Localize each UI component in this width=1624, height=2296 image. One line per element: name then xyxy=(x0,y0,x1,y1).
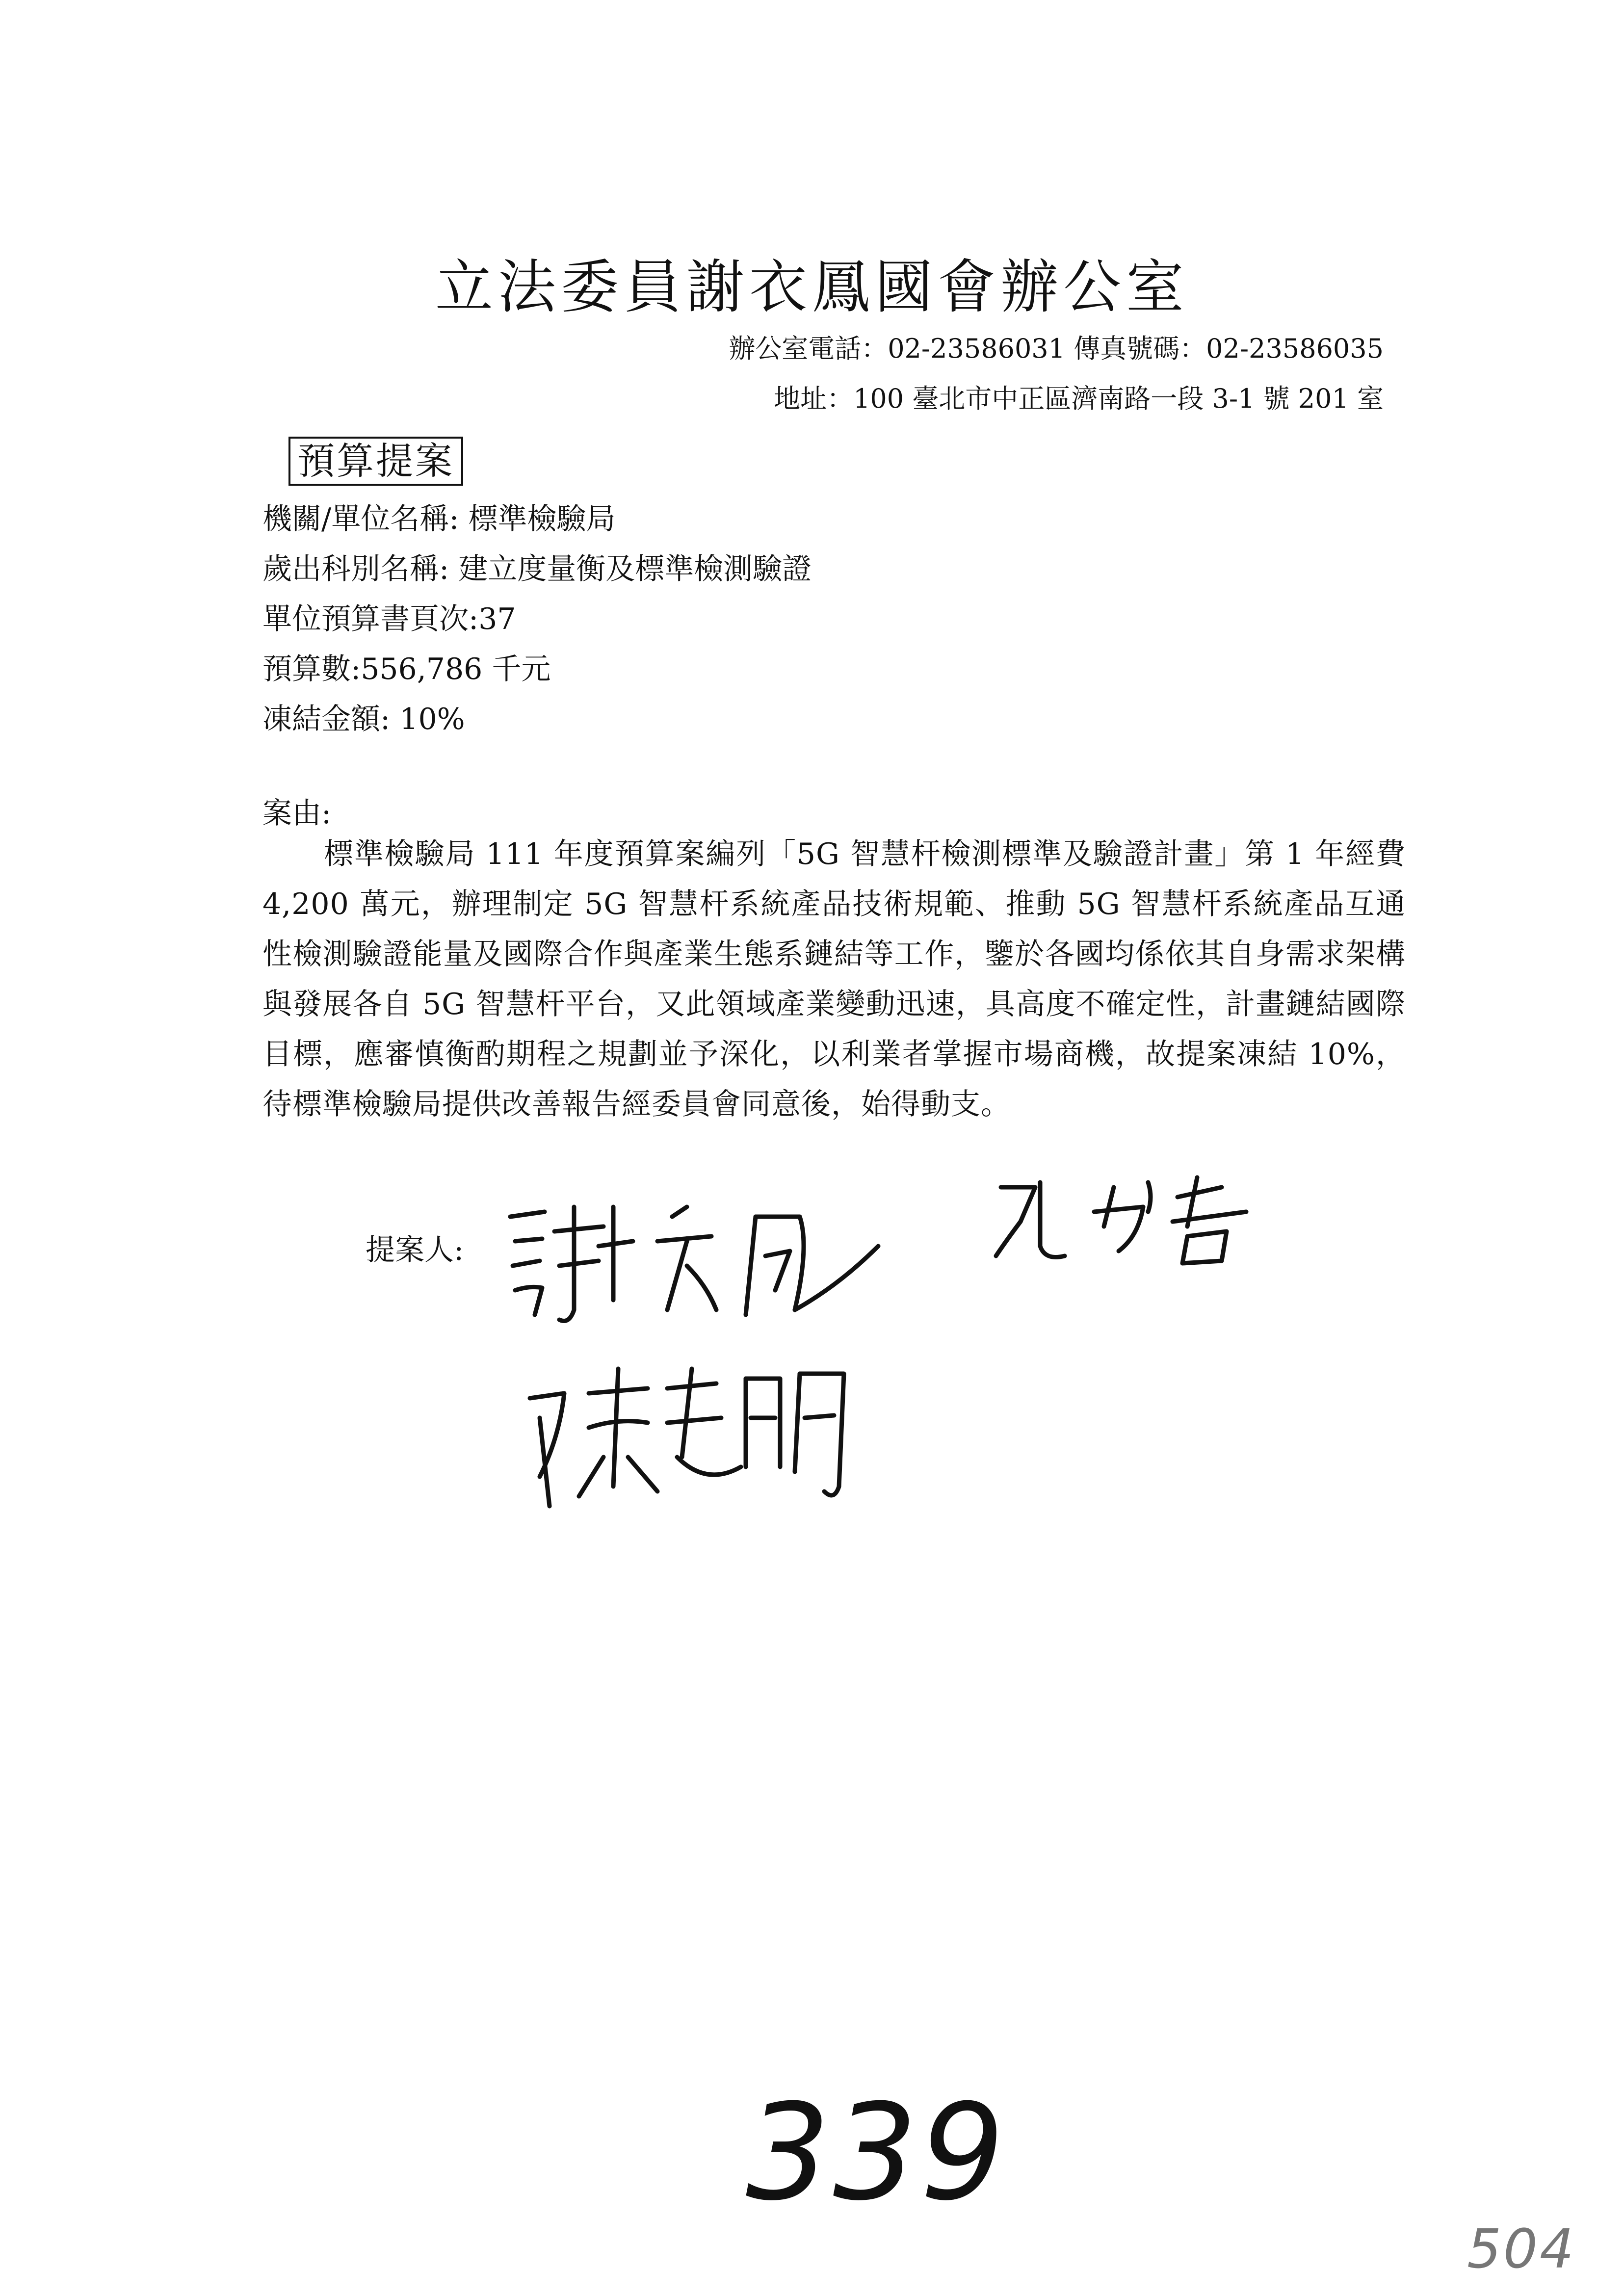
signature-3 xyxy=(520,1359,864,1516)
address-line: 地址：100 臺北市中正區濟南路一段 3-1 號 201 室 xyxy=(774,383,1384,414)
signature-1 xyxy=(500,1187,883,1334)
signature-2 xyxy=(991,1168,1266,1276)
page-reference-field: 單位預算書頁次:37 xyxy=(262,602,516,636)
reason-body: 標準檢驗局 111 年度預算案編列「5G 智慧杆檢測標準及驗證計畫」第 1 年經費 4,200 萬元，辦理制定 5G 智慧杆系統產品技術規範、推動 5G 智慧杆系統產品互通性檢測驗證能量及國際合作與產業生態系鏈結等工作，鑒於各國均係依其自身需求架構與發展各自 5G 智慧杆平台，又此領域產業變動迅速，具高度不確定性，計畫鏈結國際目標，應審慎衡酌期程之規劃並予深化，以利業者掌握市場商機，故提案凍結 10%，待標準檢驗局提供改善報告經委員會同意後，始得動支。 xyxy=(262,837,1406,1122)
reason-label: 案由: xyxy=(262,796,332,831)
phone-fax-line: 辦公室電話：02-23586031 傳真號碼：02-23586035 xyxy=(729,333,1384,364)
corner-number: 504 xyxy=(1467,2218,1576,2280)
freeze-amount-field: 凍結金額: 10% xyxy=(262,702,465,736)
office-title: 立法委員謝衣鳳國會辦公室 xyxy=(435,253,1189,321)
proposal-type-badge: 預算提案 xyxy=(288,437,463,486)
proposer-label: 提案人: xyxy=(366,1233,464,1267)
page-number: 339 xyxy=(746,2075,1008,2230)
agency-field: 機關/單位名稱: 標準檢驗局 xyxy=(262,502,616,536)
budget-amount-field: 預算數:556,786 千元 xyxy=(262,652,551,686)
budget-item-field: 歲出科別名稱: 建立度量衡及標準檢測驗證 xyxy=(262,552,812,586)
